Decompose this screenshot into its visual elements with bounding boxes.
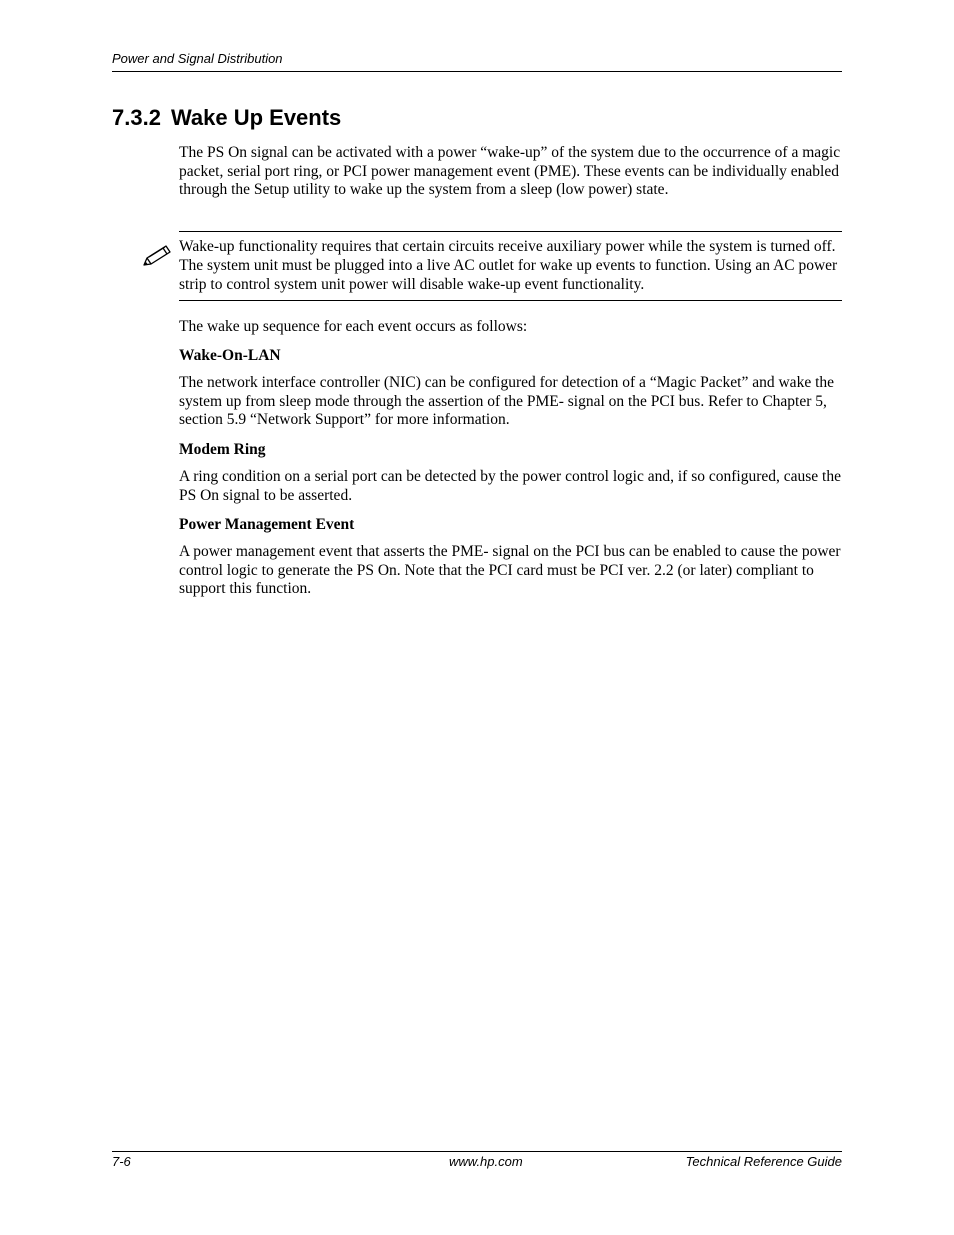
- event-heading-modem-ring: Modem Ring: [179, 441, 266, 458]
- event-text-modem-ring: A ring condition on a serial port can be detected by the power control logic and, if so configured, cause the PS On signal to be asserted.: [179, 468, 841, 504]
- footer-divider: [112, 1151, 842, 1152]
- footer-guide-title: Technical Reference Guide: [685, 1154, 842, 1169]
- note-top-rule: [179, 231, 842, 232]
- event-text-power-management: A power management event that asserts the PME- signal on the PCI bus can be enabled to cause the power control logic to generate the PS On. Note that the PCI card must be PCI ver. 2.2 (or later) compliant to support this function.: [179, 543, 841, 598]
- event-text-wake-on-lan: The network interface controller (NIC) can be configured for detection of a “Magic Packet” and wake the system up from sleep mode through the assertion of the PME- signal on the PCI bus. Refer to Chapter 5, section 5.9 “Network Support” for more information.: [179, 374, 835, 429]
- header-divider: [112, 71, 842, 72]
- section-title: Wake Up Events: [170, 105, 342, 130]
- pencil-icon: [140, 243, 174, 269]
- footer-page-number: 7-6: [112, 1154, 131, 1169]
- running-header: Power and Signal Distribution: [112, 51, 283, 66]
- note-bottom-rule: [179, 300, 842, 301]
- section-heading: [112, 103, 341, 133]
- section-number: 7.3.2: [112, 105, 161, 130]
- event-heading-power-management: Power Management Event: [179, 516, 355, 533]
- intro-paragraph: The PS On signal can be activated with a power “wake-up” of the system due to the occurrence of a magic packet, serial port ring, or PCI power management event (PME). These events can be individually enabled through the Setup utility to wake up the system from a sleep (low power) state.: [179, 144, 841, 199]
- sequence-intro: The wake up sequence for each event occurs as follows:: [179, 318, 528, 335]
- note-text: Wake-up functionality requires that certain circuits receive auxiliary power while the system is turned off. The system unit must be plugged into a live AC outlet for wake up events to function. Using an AC power strip to control system unit power will disable wake-up event functionality.: [179, 238, 838, 293]
- event-heading-wake-on-lan: Wake-On-LAN: [179, 347, 281, 364]
- footer-website-link[interactable]: www.hp.com: [449, 1154, 523, 1169]
